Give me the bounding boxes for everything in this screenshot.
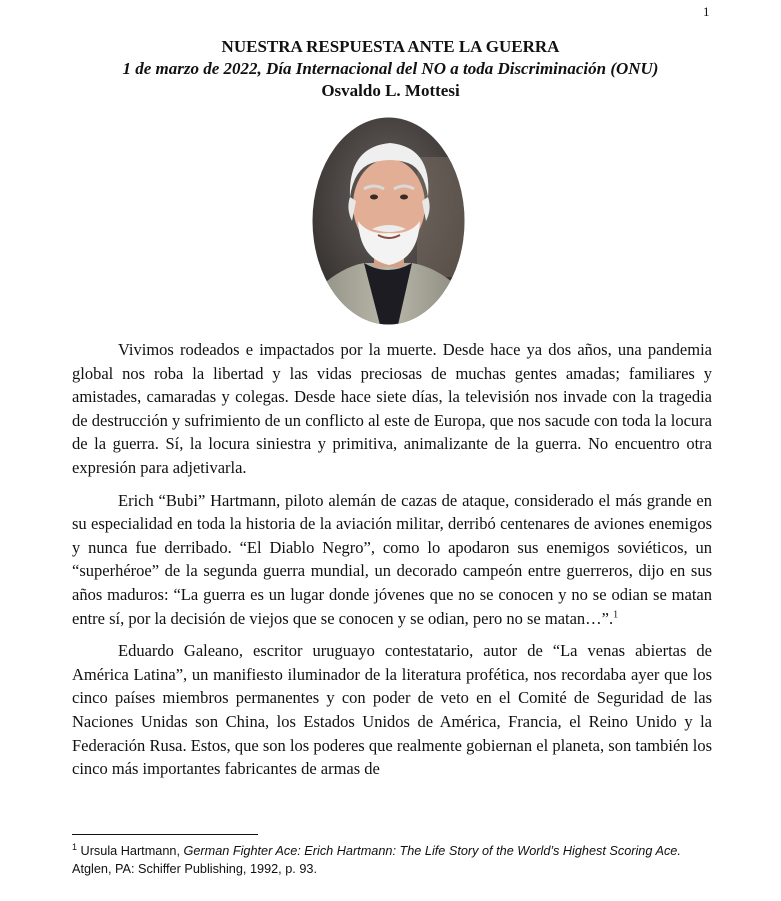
document-title: NUESTRA RESPUESTA ANTE LA GUERRA xyxy=(221,37,560,56)
page-number: 1 xyxy=(703,4,710,19)
paragraph-hartmann: Erich “Bubi” Hartmann, piloto alemán de cazas de ataque, considerado el más grande en su especialidad en toda la historia de la aviación militar, derribó centenares de aviones enemigos y nunca fue derribado. “El Diablo Negro”, como lo apodaron sus enemigos soviéticos, un “superhéroe” de la segunda guerra mundial, un decorado campeón entre guerreros, dijo en sus años maduros: “La guerra es un lugar donde jóvenes que no se conocen y no se odian se matan entre sí, por la decisión de viejos que se conocen y se odian, pero no se matan…”.$^1$ xyxy=(72,490,712,628)
document-subtitle: 1 de marzo de 2022, Día Internacional del NO a toda Discriminación (ONU) xyxy=(122,59,659,78)
footnote-publication: Atglen, PA: Schiffer Publishing, 1992, p. 93. xyxy=(72,862,317,876)
footnote-work-title: German Fighter Ace: Erich Hartmann: The Life Story of the World’s Highest Scoring Ace. xyxy=(183,844,681,858)
author-portrait xyxy=(312,117,465,325)
document-author: Osvaldo L. Mottesi xyxy=(321,81,460,100)
paragraph-galeano: Eduardo Galeano, escritor uruguayo contestatario, autor de “La venas abiertas de América Latina”, un manifiesto iluminador de la literatura profética, nos recordaba ayer que los cinco países miembros permanentes y con poder de veto en el Comité de Seguridad de las Naciones Unidas son China, los Estados Unidos de América, Francia, el Reino Unido y la Federación Rusa. Estos, que son los poderes que realmente gobiernan el planeta, son también los cinco más importantes fabricantes de armas de xyxy=(72,641,712,779)
footnote-mark: 1 xyxy=(72,841,78,852)
footnote-reference[interactable]: 1 xyxy=(613,609,619,621)
footnote-author: Ursula Hartmann, xyxy=(80,844,184,858)
footnote xyxy=(72,842,712,878)
paragraph-intro: Vivimos rodeados e impactados por la muerte. Desde hace ya dos años, una pandemia global nos roba la libertad y las vidas preciosas de muchas gentes amadas; familiares y amistades, camaradas y colegas. Desde hace siete días, la televisión nos invade con la tragedia de destrucción y sufrimiento de un conflicto al este de Europa, que nos sacude con toda la locura de la guerra. Sí, la locura siniestra y primitiva, animalizante de la guerra. No encuentro otra expresión para adjetivarla. xyxy=(72,340,712,477)
footnote-divider xyxy=(72,834,258,835)
article-body xyxy=(72,338,712,781)
